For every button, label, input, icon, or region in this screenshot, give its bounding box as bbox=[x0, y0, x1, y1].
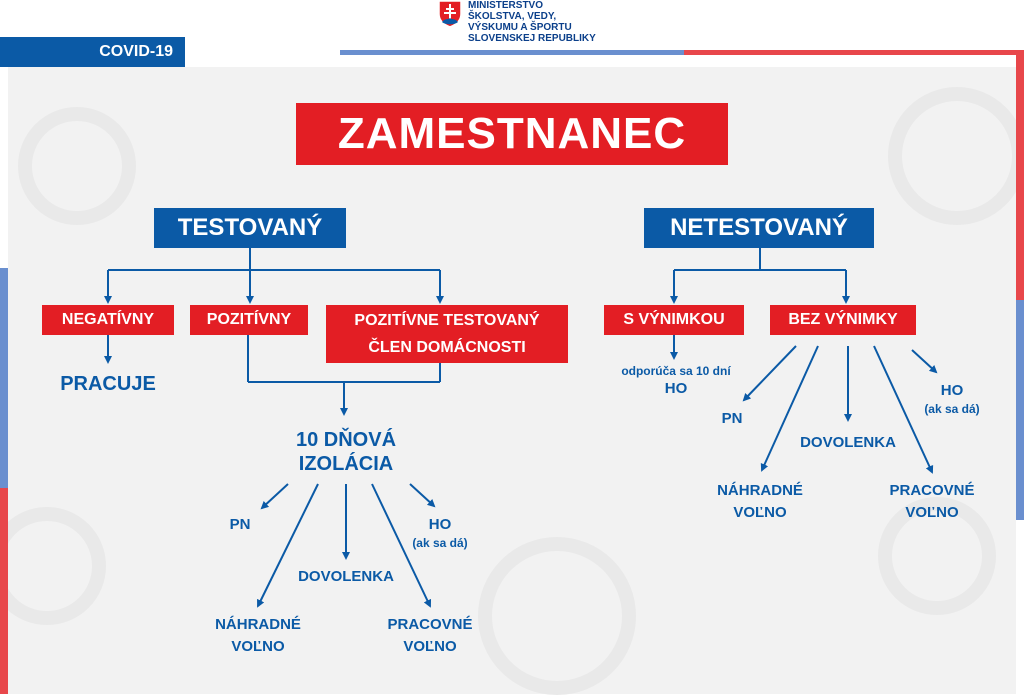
ministry-line-3: VÝSKUMU A ŠPORTU bbox=[468, 22, 572, 33]
ho-text: HO bbox=[428, 516, 452, 533]
work-free-label bbox=[374, 614, 486, 658]
tested-heading: TESTOVANÝ bbox=[154, 208, 346, 248]
ho-note: (ak sa dá) bbox=[412, 536, 468, 550]
work-free-line-2: VOĽNO bbox=[905, 504, 959, 521]
pn-label: PN bbox=[721, 410, 743, 427]
ho-note: (ak sa dá) bbox=[924, 402, 980, 416]
ho-label bbox=[410, 514, 470, 550]
recommend-text: odporúča sa 10 dní bbox=[621, 364, 731, 378]
work-free-label bbox=[876, 480, 988, 524]
vacation-label: DOVOLENKA bbox=[298, 568, 394, 585]
covid-tag: COVID-19 bbox=[0, 37, 185, 67]
comp-leave-label bbox=[200, 614, 316, 658]
comp-leave-label bbox=[702, 480, 818, 524]
positive-box: POZITÍVNY bbox=[190, 305, 308, 335]
work-free-line-2: VOĽNO bbox=[403, 638, 457, 655]
household-line-2: ČLEN DOMÁCNOSTI bbox=[368, 339, 526, 356]
ministry-line-2: ŠKOLSTVA, VEDY, bbox=[468, 11, 557, 22]
with-exception-box: S VÝNIMKOU bbox=[604, 305, 744, 335]
ministry-line-1: MINISTERSTVO bbox=[468, 0, 544, 11]
vacation-label: DOVOLENKA bbox=[800, 434, 896, 451]
works-label: PRACUJE bbox=[60, 373, 156, 395]
ministry-line-4: SLOVENSKEJ REPUBLIKY bbox=[468, 33, 596, 44]
ho-label bbox=[922, 380, 982, 416]
recommend-ho: HO bbox=[664, 380, 688, 397]
pn-label: PN bbox=[229, 516, 251, 533]
work-free-line-1: PRACOVNÉ bbox=[387, 616, 473, 633]
isolation-line-1: 10 DŇOVÁ bbox=[295, 429, 397, 451]
recommend-label bbox=[616, 364, 736, 400]
comp-line-1: NÁHRADNÉ bbox=[215, 616, 301, 633]
comp-line-2: VOĽNO bbox=[733, 504, 787, 521]
without-exception-box: BEZ VÝNIMKY bbox=[770, 305, 916, 335]
untested-heading: NETESTOVANÝ bbox=[644, 208, 874, 248]
comp-line-1: NÁHRADNÉ bbox=[717, 482, 803, 499]
household-box bbox=[326, 305, 568, 363]
page-title: ZAMESTNANEC bbox=[296, 103, 728, 165]
isolation-line-2: IZOLÁCIA bbox=[298, 453, 394, 475]
isolation-label bbox=[266, 428, 426, 476]
negative-box: NEGATÍVNY bbox=[42, 305, 174, 335]
household-line-1: POZITÍVNE TESTOVANÝ bbox=[354, 312, 540, 329]
comp-line-2: VOĽNO bbox=[231, 638, 285, 655]
work-free-line-1: PRACOVNÉ bbox=[889, 482, 975, 499]
ho-text: HO bbox=[940, 382, 964, 399]
